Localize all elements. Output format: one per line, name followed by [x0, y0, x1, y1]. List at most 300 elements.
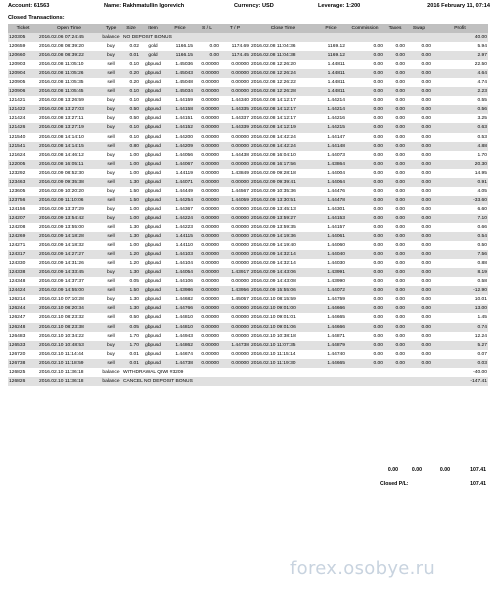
cell-tp: 1.44438 [220, 151, 250, 160]
cell-price: 1.45043 [166, 69, 194, 78]
column-header: T / P [220, 24, 250, 33]
cell-swap: 0.00 [406, 286, 432, 295]
cell-profit: 2.97 [432, 51, 488, 60]
cell-tp: 0.00000 [220, 241, 250, 250]
cell-taxes: 0.00 [384, 133, 406, 142]
cell-taxes: 0.00 [384, 232, 406, 241]
cell-sl: 0.00000 [194, 205, 220, 214]
cell-type: sell [100, 241, 122, 250]
cell-swap: 0.00 [406, 277, 432, 286]
table-row [8, 123, 488, 132]
cell-open: 2016.02.09 13:55:00 [38, 223, 100, 232]
table-row [8, 169, 488, 178]
cell-tp: 1174.45 [220, 51, 250, 60]
cell-tp: 1.43849 [220, 169, 250, 178]
cell-ticket: 120903 [8, 60, 38, 69]
total-commission: 0.00 [387, 467, 398, 473]
cell-comment: WITHDRAWAL QIWI #3209 [122, 368, 432, 377]
cell-close: 2016.02.08 14:12:17 [250, 96, 316, 105]
cell-taxes: 0.00 [384, 105, 406, 114]
cell-sl: 0.00000 [194, 133, 220, 142]
cell-comm: 0.00 [346, 323, 384, 332]
cell-cprice: 1.44072 [316, 286, 346, 295]
cell-comm: 0.00 [346, 196, 384, 205]
cell-ticket: 124208 [8, 223, 38, 232]
cell-size: 1.50 [122, 286, 140, 295]
cell-type: sell [100, 286, 122, 295]
cell-open: 2016.02.06 07:24:45 [38, 33, 100, 42]
cell-profit: 6.60 [432, 205, 488, 214]
cell-cprice: 1.44215 [316, 123, 346, 132]
cell-price: 1.44810 [166, 313, 194, 322]
cell-ticket: 120906 [8, 87, 38, 96]
table-row [8, 341, 488, 350]
cell-swap: 0.00 [406, 96, 432, 105]
cell-open: 2016.02.09 14:18:28 [38, 232, 100, 241]
cell-size: 0.10 [122, 96, 140, 105]
cell-price: 1.44738 [166, 359, 194, 368]
cell-type: buy [100, 350, 122, 359]
cell-size: 0.20 [122, 78, 140, 87]
cell-swap: 0.00 [406, 160, 432, 169]
cell-type: sell [100, 133, 122, 142]
cell-taxes: 0.00 [384, 223, 406, 232]
cell-size: 1.30 [122, 232, 140, 241]
cell-open: 2016.02.10 10:48:53 [38, 341, 100, 350]
cell-tp: 0.00000 [220, 323, 250, 332]
cell-item: gbpusd [140, 151, 166, 160]
cell-tp: 0.00000 [220, 69, 250, 78]
cell-taxes: 0.00 [384, 151, 406, 160]
cell-ticket: 126247 [8, 313, 38, 322]
cell-profit: 1.45 [432, 313, 488, 322]
cell-swap: 0.00 [406, 304, 432, 313]
cell-ticket: 121540 [8, 133, 38, 142]
cell-size: 1.70 [122, 341, 140, 350]
cell-type: sell [100, 78, 122, 87]
cell-item: gbpusd [140, 286, 166, 295]
cell-item: gbpusd [140, 142, 166, 151]
cell-taxes: 0.00 [384, 178, 406, 187]
cell-taxes: 0.00 [384, 250, 406, 259]
cell-price: 1.44810 [166, 323, 194, 332]
cell-comm: 0.00 [346, 250, 384, 259]
cell-swap: 0.00 [406, 187, 432, 196]
cell-sl: 0.00000 [194, 60, 220, 69]
cell-swap: 0.00 [406, 313, 432, 322]
table-row [8, 277, 488, 286]
cell-open: 2016.02.09 13:54:42 [38, 214, 100, 223]
cell-ticket: 124271 [8, 241, 38, 250]
table-row [8, 205, 488, 214]
cell-swap: 0.00 [406, 78, 432, 87]
cell-price: 1.44766 [166, 304, 194, 313]
cell-cprice: 1.43864 [316, 160, 346, 169]
cell-cprice: 1.44147 [316, 133, 346, 142]
cell-tp: 1.43917 [220, 268, 250, 277]
cell-sl: 0.00000 [194, 295, 220, 304]
cell-swap: 0.00 [406, 223, 432, 232]
cell-tp: 0.00000 [220, 214, 250, 223]
cell-profit: 0.53 [432, 133, 488, 142]
cell-open: 2016.02.08 11:05:35 [38, 78, 100, 87]
cell-open: 2016.02.10 11:18:59 [38, 359, 100, 368]
cell-item: gbpusd [140, 178, 166, 187]
cell-ticket: 123605 [8, 187, 38, 196]
table-header-row [8, 24, 488, 33]
cell-price: 1.44862 [166, 341, 194, 350]
cell-cprice: 1.44148 [316, 142, 346, 151]
cell-size: 1.00 [122, 151, 140, 160]
cell-swap: 0.00 [406, 205, 432, 214]
cell-open: 2016.02.08 13:26:59 [38, 96, 100, 105]
cell-ticket: 124156 [8, 205, 38, 214]
cell-profit: 0.07 [432, 350, 488, 359]
cell-item: gbpusd [140, 69, 166, 78]
table-row [8, 178, 488, 187]
leverage-label: Leverage: 1:200 [318, 3, 361, 9]
cell-open: 2016.02.09 14:37:37 [38, 277, 100, 286]
cell-ticket: 121422 [8, 105, 38, 114]
total-taxes: 0.00 [411, 467, 422, 473]
cell-comm: 0.00 [346, 241, 384, 250]
cell-item: gbpusd [140, 341, 166, 350]
cell-profit: 0.91 [432, 178, 488, 187]
cell-comm: 0.00 [346, 87, 384, 96]
cell-open: 2016.02.08 11:05:10 [38, 60, 100, 69]
cell-comm: 0.00 [346, 295, 384, 304]
cell-swap: 0.00 [406, 295, 432, 304]
cell-tp: 1.44738 [220, 341, 250, 350]
cell-close: 2016.02.09 13:30:51 [250, 196, 316, 205]
cell-profit: 5.27 [432, 341, 488, 350]
cell-cprice: 1.44214 [316, 105, 346, 114]
cell-profit: 3.25 [432, 114, 488, 123]
cell-close: 2016.02.09 14:43:06 [250, 268, 316, 277]
cell-comm: 0.00 [346, 123, 384, 132]
cell-sl: 0.00000 [194, 114, 220, 123]
column-header: S / L [194, 24, 220, 33]
cell-profit: 10.01 [432, 295, 488, 304]
cell-cprice: 1.44040 [316, 250, 346, 259]
cell-cprice: 1.44153 [316, 214, 346, 223]
cell-type: sell [100, 232, 122, 241]
cell-size: 0.10 [122, 123, 140, 132]
cell-taxes: 0.00 [384, 160, 406, 169]
cell-ticket: 120660 [8, 51, 38, 60]
cell-comm: 0.00 [346, 350, 384, 359]
cell-type: sell [100, 142, 122, 151]
cell-comm: 0.00 [346, 205, 384, 214]
cell-open: 2016.02.10 07:10:28 [38, 295, 100, 304]
cell-comm: 0.00 [346, 69, 384, 78]
cell-price: 1166.15 [166, 51, 194, 60]
cell-open: 2016.02.09 14:18:32 [38, 241, 100, 250]
cell-price: 1.44200 [166, 133, 194, 142]
cell-open: 2016.02.10 11:14:44 [38, 350, 100, 359]
cell-item: gbpusd [140, 96, 166, 105]
cell-tp: 1.44340 [220, 96, 250, 105]
cell-type: buy [100, 205, 122, 214]
transactions-table [8, 24, 488, 386]
cell-size: 0.05 [122, 323, 140, 332]
cell-swap: 0.00 [406, 114, 432, 123]
cell-size: 0.10 [122, 87, 140, 96]
cell-swap: 0.00 [406, 169, 432, 178]
cell-type: sell [100, 178, 122, 187]
cell-item: gbpusd [140, 332, 166, 341]
table-row [8, 232, 488, 241]
cell-comm: 0.00 [346, 60, 384, 69]
cell-ticket: 120905 [8, 78, 38, 87]
cell-type: buy [100, 51, 122, 60]
cell-profit: 0.54 [432, 232, 488, 241]
cell-tp: 0.00000 [220, 350, 250, 359]
cell-close: 2016.02.09 14:19:40 [250, 241, 316, 250]
cell-cprice: 1.44073 [316, 151, 346, 160]
cell-size: 1.30 [122, 178, 140, 187]
cell-comm: 0.00 [346, 341, 384, 350]
cell-comm: 0.00 [346, 42, 384, 51]
cell-item: gold [140, 51, 166, 60]
cell-close: 2016.02.09 13:59:27 [250, 214, 316, 223]
cell-size: 0.01 [122, 51, 140, 60]
table-row [8, 313, 488, 322]
cell-type: buy [100, 187, 122, 196]
cell-profit: 4.88 [432, 142, 488, 151]
cell-profit: -40.00 [432, 368, 488, 377]
cell-ticket: 121424 [8, 114, 38, 123]
cell-open: 2016.02.10 08:23:38 [38, 323, 100, 332]
cell-taxes: 0.00 [384, 268, 406, 277]
cell-sl: 0.00000 [194, 187, 220, 196]
cell-ticket: 120659 [8, 42, 38, 51]
cell-sl: 0.00000 [194, 69, 220, 78]
cell-item: gbpusd [140, 169, 166, 178]
column-header: Commission [346, 24, 384, 33]
cell-open: 2016.02.08 13:27:19 [38, 123, 100, 132]
cell-comm: 0.00 [346, 178, 384, 187]
cell-taxes: 0.00 [384, 313, 406, 322]
cell-price: 1.44682 [166, 295, 194, 304]
table-row [8, 268, 488, 277]
cell-sl: 0.00000 [194, 214, 220, 223]
cell-ticket: 126738 [8, 359, 38, 368]
cell-ticket: 120904 [8, 69, 38, 78]
cell-ticket: 123463 [8, 178, 38, 187]
cell-sl: 0.00000 [194, 350, 220, 359]
table-row [8, 133, 488, 142]
cell-close: 2016.02.08 14:12:19 [250, 123, 316, 132]
cell-ticket: 121624 [8, 151, 38, 160]
cell-open: 2016.02.08 11:05:26 [38, 69, 100, 78]
cell-close: 2016.02.08 16:17:56 [250, 160, 316, 169]
cell-ticket: 123756 [8, 196, 38, 205]
cell-size: 1.30 [122, 223, 140, 232]
cell-ticket: 126825 [8, 368, 38, 377]
cell-taxes: 0.00 [384, 259, 406, 268]
cell-ticket: 123292 [8, 169, 38, 178]
cell-cprice: 1.44666 [316, 304, 346, 313]
cell-swap: 0.00 [406, 232, 432, 241]
cell-type: sell [100, 196, 122, 205]
cell-ticket: 124348 [8, 277, 38, 286]
cell-type: sell [100, 60, 122, 69]
cell-taxes: 0.00 [384, 286, 406, 295]
table-row [8, 295, 488, 304]
cell-comm: 0.00 [346, 169, 384, 178]
cell-sl: 0.00000 [194, 223, 220, 232]
cell-taxes: 0.00 [384, 359, 406, 368]
cell-comm: 0.00 [346, 359, 384, 368]
cell-price: 1.44110 [166, 241, 194, 250]
cell-profit: 20.30 [432, 160, 488, 169]
cell-type: sell [100, 160, 122, 169]
cell-swap: 0.00 [406, 350, 432, 359]
cell-type: sell [100, 313, 122, 322]
column-header: Size [122, 24, 140, 33]
cell-close: 2016.02.09 09:28:18 [250, 169, 316, 178]
cell-price: 1.44449 [166, 187, 194, 196]
cell-profit: 4.64 [432, 69, 488, 78]
cell-price: 1.44115 [166, 232, 194, 241]
cell-open: 2016.02.10 08:20:34 [38, 304, 100, 313]
cell-profit: 12.24 [432, 332, 488, 341]
closed-pl-value: 107.41 [470, 481, 486, 487]
cell-open: 2016.02.09 10:20:20 [38, 187, 100, 196]
cell-type: buy [100, 123, 122, 132]
cell-ticket: 121421 [8, 96, 38, 105]
cell-profit: 4.74 [432, 78, 488, 87]
cell-item: gbpusd [140, 114, 166, 123]
cell-item: gbpusd [140, 277, 166, 286]
cell-price: 1.43986 [166, 286, 194, 295]
cell-open: 2016.02.09 09:35:38 [38, 178, 100, 187]
column-header: Taxes [384, 24, 406, 33]
cell-open: 2016.02.08 13:27:11 [38, 114, 100, 123]
cell-comm: 0.00 [346, 114, 384, 123]
cell-item: gbpusd [140, 160, 166, 169]
cell-cprice: 1169.12 [316, 51, 346, 60]
cell-tp: 0.00000 [220, 232, 250, 241]
cell-comm: 0.00 [346, 133, 384, 142]
cell-swap: 0.00 [406, 268, 432, 277]
cell-open: 2016.02.10 11:36:18 [38, 377, 100, 386]
cell-cprice: 1.44216 [316, 114, 346, 123]
cell-tp: 0.00000 [220, 160, 250, 169]
cell-profit: 7.56 [432, 250, 488, 259]
cell-close: 2016.02.08 16:04:10 [250, 151, 316, 160]
cell-item: gbpusd [140, 123, 166, 132]
cell-close: 2016.02.09 09:39:41 [250, 178, 316, 187]
table-row [8, 304, 488, 313]
cell-sl: 0.00000 [194, 250, 220, 259]
cell-comm: 0.00 [346, 160, 384, 169]
cell-price: 1166.15 [166, 42, 194, 51]
table-row [8, 250, 488, 259]
cell-cprice: 1.44064 [316, 178, 346, 187]
cell-size: 1.70 [122, 332, 140, 341]
table-row [8, 105, 488, 114]
cell-item: gbpusd [140, 187, 166, 196]
cell-item: gbpusd [140, 105, 166, 114]
cell-swap: 0.00 [406, 69, 432, 78]
section-title: Closed Transactions: [8, 15, 65, 21]
cell-profit: 8.19 [432, 268, 488, 277]
cell-ticket: 126483 [8, 332, 38, 341]
cell-price: 1.44103 [166, 250, 194, 259]
table-row [8, 160, 488, 169]
cell-ticket: 124338 [8, 268, 38, 277]
cell-close: 2016.02.08 12:26:24 [250, 69, 316, 78]
cell-cprice: 1.43991 [316, 268, 346, 277]
cell-swap: 0.00 [406, 133, 432, 142]
table-row [8, 377, 488, 386]
column-header: Price [166, 24, 194, 33]
cell-price: 1.45034 [166, 87, 194, 96]
cell-close: 2016.02.09 13:45:13 [250, 205, 316, 214]
table-row [8, 259, 488, 268]
cell-size: 0.01 [122, 350, 140, 359]
cell-tp: 0.00000 [220, 359, 250, 368]
cell-sl: 0.00000 [194, 169, 220, 178]
cell-ticket: 124424 [8, 286, 38, 295]
cell-item: gbpusd [140, 223, 166, 232]
cell-close: 2016.02.08 14:42:24 [250, 142, 316, 151]
cell-item: gbpusd [140, 78, 166, 87]
column-header: Item [140, 24, 166, 33]
cell-swap: 0.00 [406, 196, 432, 205]
cell-comm: 0.00 [346, 151, 384, 160]
table-row [8, 51, 488, 60]
cell-profit: 0.50 [432, 241, 488, 250]
cell-cprice: 1.44030 [316, 259, 346, 268]
cell-cprice: 1.43990 [316, 277, 346, 286]
cell-item: gbpusd [140, 232, 166, 241]
cell-close: 2016.02.09 14:43:08 [250, 277, 316, 286]
cell-type: sell [100, 304, 122, 313]
cell-profit: 0.63 [432, 123, 488, 132]
cell-profit: 0.55 [432, 96, 488, 105]
cell-profit: 13.00 [432, 304, 488, 313]
cell-comment: NO DEPOSIT BONUS [122, 33, 432, 42]
cell-price: 1.44158 [166, 105, 194, 114]
cell-size: 0.10 [122, 133, 140, 142]
cell-cprice: 1.44478 [316, 196, 346, 205]
cell-open: 2016.02.10 08:23:32 [38, 313, 100, 322]
cell-close: 2016.02.08 12:26:28 [250, 87, 316, 96]
cell-ticket: 120305 [8, 33, 38, 42]
cell-profit: 0.03 [432, 359, 488, 368]
cell-taxes: 0.00 [384, 196, 406, 205]
cell-price: 1.44223 [166, 223, 194, 232]
cell-ticket: 126533 [8, 341, 38, 350]
account-label: Account: 61563 [8, 3, 50, 9]
cell-swap: 0.00 [406, 323, 432, 332]
cell-cprice: 1.44871 [316, 332, 346, 341]
cell-type: sell [100, 359, 122, 368]
cell-price: 1.44224 [166, 214, 194, 223]
cell-open: 2016.02.09 14:31:26 [38, 259, 100, 268]
cell-ticket: 124207 [8, 214, 38, 223]
watermark-text: forex.osobye.ru [290, 558, 436, 579]
cell-sl: 0.00 [194, 42, 220, 51]
cell-item: gbpusd [140, 196, 166, 205]
cell-price: 1.44159 [166, 96, 194, 105]
cell-size: 1.00 [122, 205, 140, 214]
cell-profit: 4.05 [432, 187, 488, 196]
cell-price: 1.44674 [166, 350, 194, 359]
